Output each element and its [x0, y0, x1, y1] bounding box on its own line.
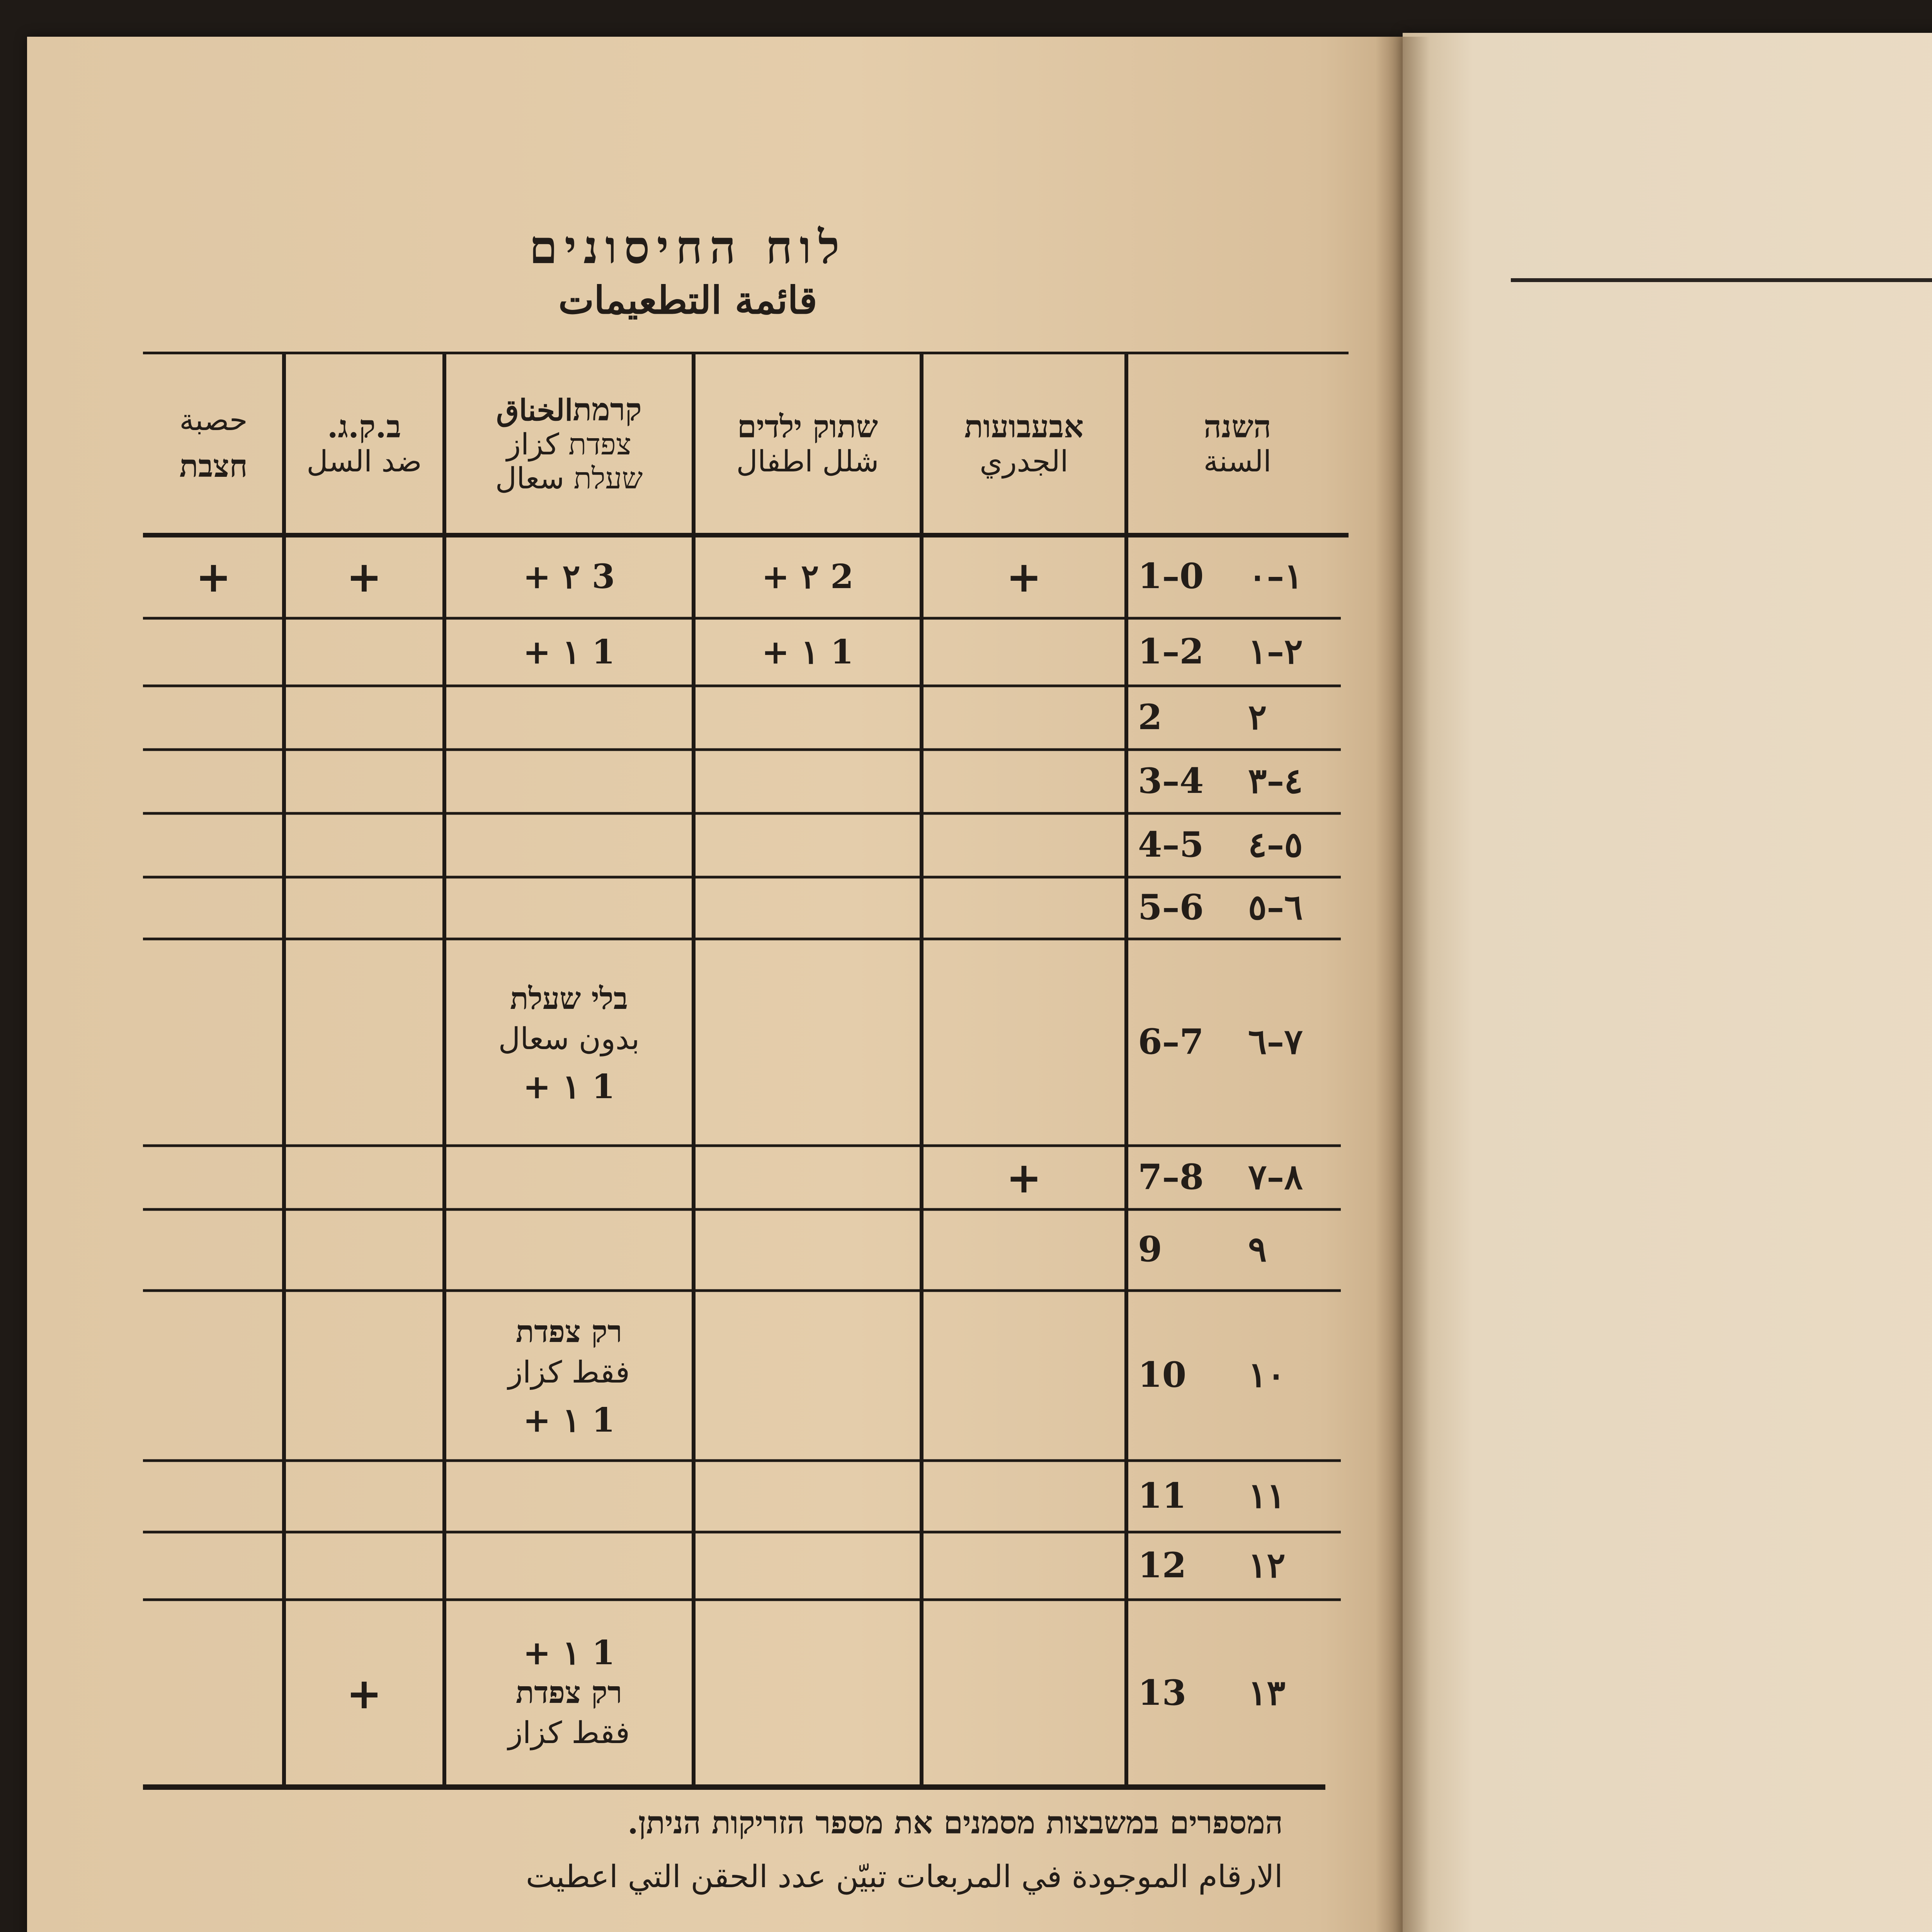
vaccination-table	[143, 352, 1349, 1797]
measles-mark: +	[196, 552, 231, 602]
title-rule	[1511, 278, 1932, 282]
misc-records-title-arabic	[1816, 201, 1932, 253]
year-number: 12	[1138, 1544, 1187, 1586]
polio-dose-first: + ٢ 2	[762, 557, 854, 596]
year-arabic: ٩	[1248, 1229, 1267, 1270]
year-arabic: ٢–١	[1248, 631, 1303, 672]
header-smallpox: אבעבועות الجدري	[964, 408, 1084, 478]
footnote-arabic: الارقام الموجودة في المربعات تبيّن عدد الحقن التي اعطيت	[526, 1859, 1283, 1895]
year-arabic: ٨–٧	[1248, 1156, 1303, 1197]
year-arabic: ١٠	[1248, 1354, 1286, 1395]
year-number: 3–4	[1138, 760, 1204, 801]
year-arabic: ١٣	[1248, 1672, 1286, 1713]
year-number: 9	[1138, 1229, 1162, 1270]
year-number: 10	[1138, 1354, 1187, 1395]
dtp-dose-first: + ٢ 3	[523, 557, 615, 596]
year-number: 1–2	[1138, 631, 1204, 672]
year-arabic: ٤–٣	[1248, 760, 1303, 801]
vaccination-title-arabic: قائمة التطعيمات	[558, 278, 817, 323]
year-number: 4–5	[1138, 824, 1204, 865]
year-number: 5–6	[1138, 887, 1204, 928]
misc-records-title-hebrew	[1816, 151, 1932, 196]
header-polio: שתוק ילדים شلل اطفال	[736, 408, 879, 478]
year-arabic: ٢	[1248, 696, 1267, 738]
year-arabic: ١٢	[1248, 1544, 1286, 1586]
year-arabic: ١١	[1248, 1475, 1286, 1516]
smallpox-mark-revaccination: +	[1006, 1153, 1042, 1202]
footnote-hebrew: המספרים במשבצות מסמנים את מספר הזריקות הניתן.	[628, 1804, 1283, 1841]
header-bcg: ב.ק.ג. ضد السل	[306, 408, 422, 478]
vaccination-title-hebrew: לוח החיסונים	[529, 220, 847, 274]
header-year: השנה السنة	[1203, 408, 1272, 478]
year-arabic: ٧–٦	[1248, 1021, 1303, 1062]
year-number: 13	[1138, 1672, 1187, 1713]
year-number: 2	[1138, 696, 1162, 738]
year-number: 1–0	[1138, 555, 1204, 597]
dtp-note-row13: + ١ 1 רק צפדת فقط كزاز	[508, 1633, 630, 1750]
dtp-note-no-whooping: בלי שעלת بدون سعال + ١ 1	[498, 981, 640, 1107]
smallpox-mark: +	[1006, 552, 1042, 602]
year-arabic: ٥–٤	[1248, 824, 1303, 865]
year-number: 7–8	[1138, 1156, 1204, 1197]
dtp-dose-booster: + ١ 1	[523, 633, 615, 672]
polio-dose-booster: + ١ 1	[762, 633, 854, 672]
right-page	[1403, 33, 1932, 1932]
book-spine	[1376, 37, 1430, 1932]
header-dtp: קרמתالخناق צפדת كزاز שעלת سعال	[495, 391, 643, 495]
year-arabic: ١–٠	[1248, 555, 1303, 597]
year-arabic: ٦–٥	[1248, 887, 1303, 928]
header-measles: حصبة חצבת	[179, 402, 248, 485]
bcg-mark: +	[346, 552, 382, 602]
dtp-note-tetanus-only: רק צפדת فقط كزاز + ١ 1	[508, 1314, 630, 1440]
year-number: 6–7	[1138, 1021, 1204, 1062]
bcg-mark-row13: +	[346, 1668, 382, 1718]
year-number: 11	[1138, 1475, 1187, 1516]
